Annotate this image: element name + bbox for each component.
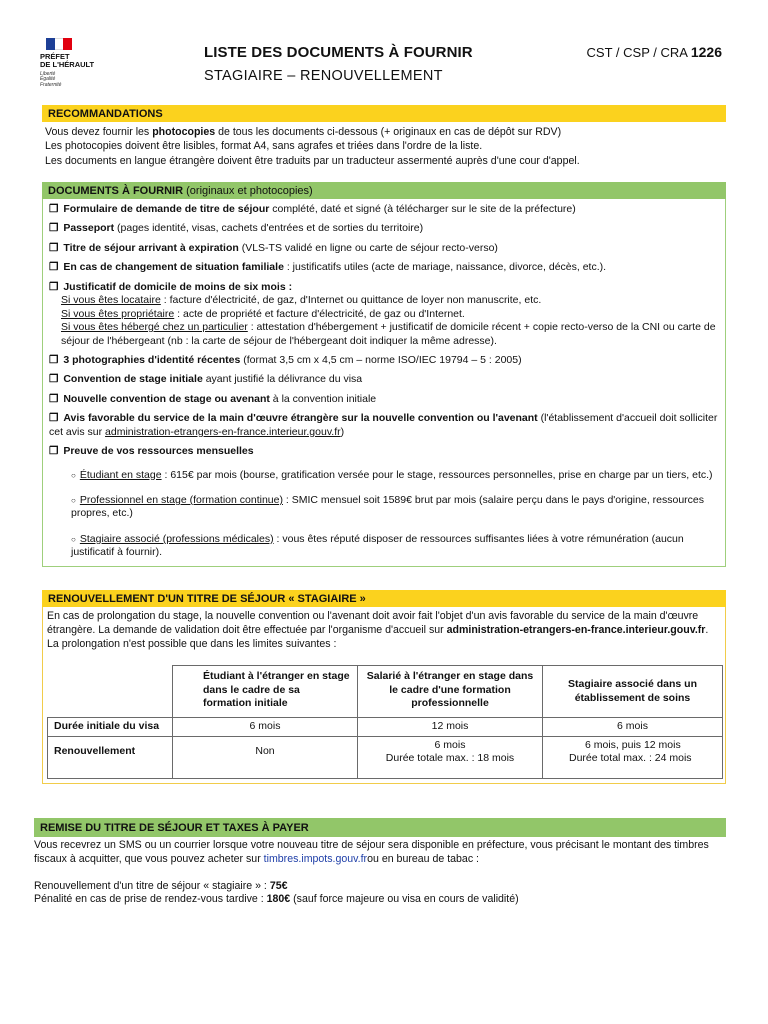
prefet-logo xyxy=(40,38,112,88)
checkbox-icon: ❐ xyxy=(49,261,59,274)
checkbox-icon: ❐ xyxy=(49,280,59,293)
logo-text: PRÉFET DE L'HÉRAULT xyxy=(40,52,95,70)
list-item: ❐ Nouvelle convention de stage ou avenant à la convention initiale xyxy=(49,392,377,405)
column-header: Stagiaire associé dans un établissement de soins xyxy=(543,666,723,718)
resource-item: ○ Professionnel en stage (formation continue) : SMIC mensuel soit 1589€ brut par mois (salaire perçu dans le pays d'origine, ressources propres, etc.) xyxy=(71,494,705,520)
admin-etrangers-link[interactable]: administration-etrangers-en-france.interieur.gouv.fr xyxy=(446,623,706,636)
checkbox-icon: ❐ xyxy=(49,353,59,366)
documents-section xyxy=(42,182,726,567)
list-item: ❐ Justificatif de domicile de moins de six mois : Si vous êtes locataire : facture d'électricité, de gaz, d'Internet ou quittance de loyer non manuscrite, etc. Si vous êtes propriétaire : acte de propriété et facture d'électricité, de gaz ou d'Internet. Si vous êtes hébergé chez un particulier : attestation d'hébergement + justificatif de domicile récent + copie recto-verso de la CNI ou carte de séjour de l'hébergeant (nb : la carte de séjour de l'hébergeant doit indiquer la même adresse). xyxy=(49,280,716,347)
resource-item: ○ Étudiant en stage : 615€ par mois (bourse, gratification versée pour le stage, ressources personnelles, prise en charge par un tiers, etc.) xyxy=(71,468,713,481)
list-item: ❐ 3 photographies d'identité récentes (format 3,5 cm x 4,5 cm – norme ISO/IEC 19794 – 5 : 2005) xyxy=(49,353,522,366)
list-item: ❐ Preuve de vos ressources mensuelles ○ Étudiant en stage : 615€ par mois (bourse, gratification versée pour le stage, ressources personnelles, prise en charge par un tiers, etc.) ○ Professionnel en stage (formation continue) : SMIC mensuel soit 1589€ brut par mois (salaire perçu dans le pays d'origine, ressources propres, etc.) ○ Stagiaire associé (professions médicales) : vous êtes réputé disposer de ressources suffisantes liées à votre rémunération (aucun justificatif à fournir). xyxy=(49,445,719,560)
column-header: Étudiant à l'étranger en stage dans le cadre de sa formation initiale xyxy=(173,666,358,718)
list-item: ❐ En cas de changement de situation familiale : justificatifs utiles (acte de mariage, naissance, divorce, décès, etc.). xyxy=(49,261,607,274)
documents-list xyxy=(42,199,726,567)
checkbox-icon: ❐ xyxy=(49,222,59,235)
checkbox-icon: ❐ xyxy=(49,392,59,405)
checkbox-icon: ❐ xyxy=(49,445,59,458)
admin-etrangers-link[interactable]: administration-etrangers-en-france.interieur.gouv.fr xyxy=(105,425,341,438)
renouvellement-section xyxy=(42,590,726,784)
circle-bullet-icon: ○ xyxy=(71,496,76,505)
recommandations-heading: RECOMMANDATIONS xyxy=(42,105,726,122)
logo-motto: Liberté Égalité Fraternité xyxy=(40,70,62,88)
renouvellement-heading: RENOUVELLEMENT D'UN TITRE DE SÉJOUR « STAGIAIRE » xyxy=(42,590,726,607)
page-subtitle: STAGIAIRE – RENOUVELLEMENT xyxy=(204,68,443,84)
table-row: Durée initiale du visa 6 mois 12 mois 6 mois xyxy=(48,718,723,736)
recommandations-body: Vous devez fournir les photocopies de tous les documents ci-dessous (+ originaux en cas de dépôt sur RDV) Les photocopies doivent être lisibles, format A4, sans agrafes et triées dans l'ordre de la liste. Les documents en langue étrangère doivent être traduits par un traducteur assermenté auprès d'une cour d'appel. xyxy=(45,126,580,167)
recommandations-section xyxy=(42,105,726,171)
circle-bullet-icon: ○ xyxy=(71,534,76,544)
french-flag-icon xyxy=(46,38,72,50)
list-item: ❐ Passeport (pages identité, visas, cachets d'entrées et de sorties du territoire) xyxy=(49,222,424,235)
list-item: ❐ Titre de séjour arrivant à expiration (VLS-TS validé en ligne ou carte de séjour recto-verso) xyxy=(49,241,498,254)
renouvellement-text: En cas de prolongation du stage, la nouvelle convention ou l'avenant doit avoir fait l'objet d'un avis favorable du service de la main d'œuvre étrangère. La demande de validation doit être effectuée par l'organisme d'accueil sur administration-etrangers-en-france.interieur.gouv.fr. La prolongation n'est possible que dans les limites suivantes : xyxy=(47,610,709,650)
checkbox-icon: ❐ xyxy=(49,203,59,215)
column-header: Salarié à l'étranger en stage dans le cadre d'une formation professionnelle xyxy=(358,666,543,718)
table-row: Renouvellement Non 6 mois Durée totale max. : 18 mois 6 mois, puis 12 mois Durée total max. : 24 mois xyxy=(48,736,723,778)
renouvellement-table xyxy=(47,665,723,778)
list-item: ❐ Formulaire de demande de titre de séjour complété, daté et signé (à télécharger sur le site de la préfecture) xyxy=(49,203,576,215)
remise-section xyxy=(34,818,726,907)
documents-heading: DOCUMENTS À FOURNIR (originaux et photocopies) xyxy=(42,182,726,199)
circle-bullet-icon: ○ xyxy=(71,470,76,480)
checkbox-icon: ❐ xyxy=(49,241,59,254)
timbres-impots-link[interactable]: timbres.impots.gouv.fr xyxy=(263,852,368,865)
checkbox-icon: ❐ xyxy=(49,373,59,386)
checkbox-icon: ❐ xyxy=(49,412,59,425)
document-reference: CST / CSP / CRA 1226 xyxy=(586,44,722,60)
list-item: ❐ Convention de stage initiale ayant justifié la délivrance du visa xyxy=(49,373,363,386)
remise-body: Vous recevrez un SMS ou un courrier lorsque votre nouveau titre de séjour sera disponible en préfecture, vous précisant le montant des timbres fiscaux à acquitter, que vous pouvez acheter sur timbres.impots.gouv.frou en bureau de tabac : Renouvellement d'un titre de séjour « stagiaire » : 75€ Pénalité en cas de prise de rendez-vous tardive : 180€ (sauf force majeure ou visa en cours de validité) xyxy=(34,839,709,906)
remise-heading: REMISE DU TITRE DE SÉJOUR ET TAXES À PAYER xyxy=(34,818,726,837)
resource-item: ○ Stagiaire associé (professions médicales) : vous êtes réputé disposer de ressources suffisantes liées à votre rémunération (aucun justificatif à fournir). xyxy=(71,532,684,559)
page-title: LISTE DES DOCUMENTS À FOURNIR xyxy=(204,44,473,61)
renouvellement-body xyxy=(42,607,726,784)
list-item: ❐ Avis favorable du service de la main d'œuvre étrangère sur la nouvelle convention ou l'avenant (l'établissement d'accueil doit solliciter cet avis sur administration-etrangers-en-france.interieur.gouv.fr) xyxy=(49,412,718,438)
